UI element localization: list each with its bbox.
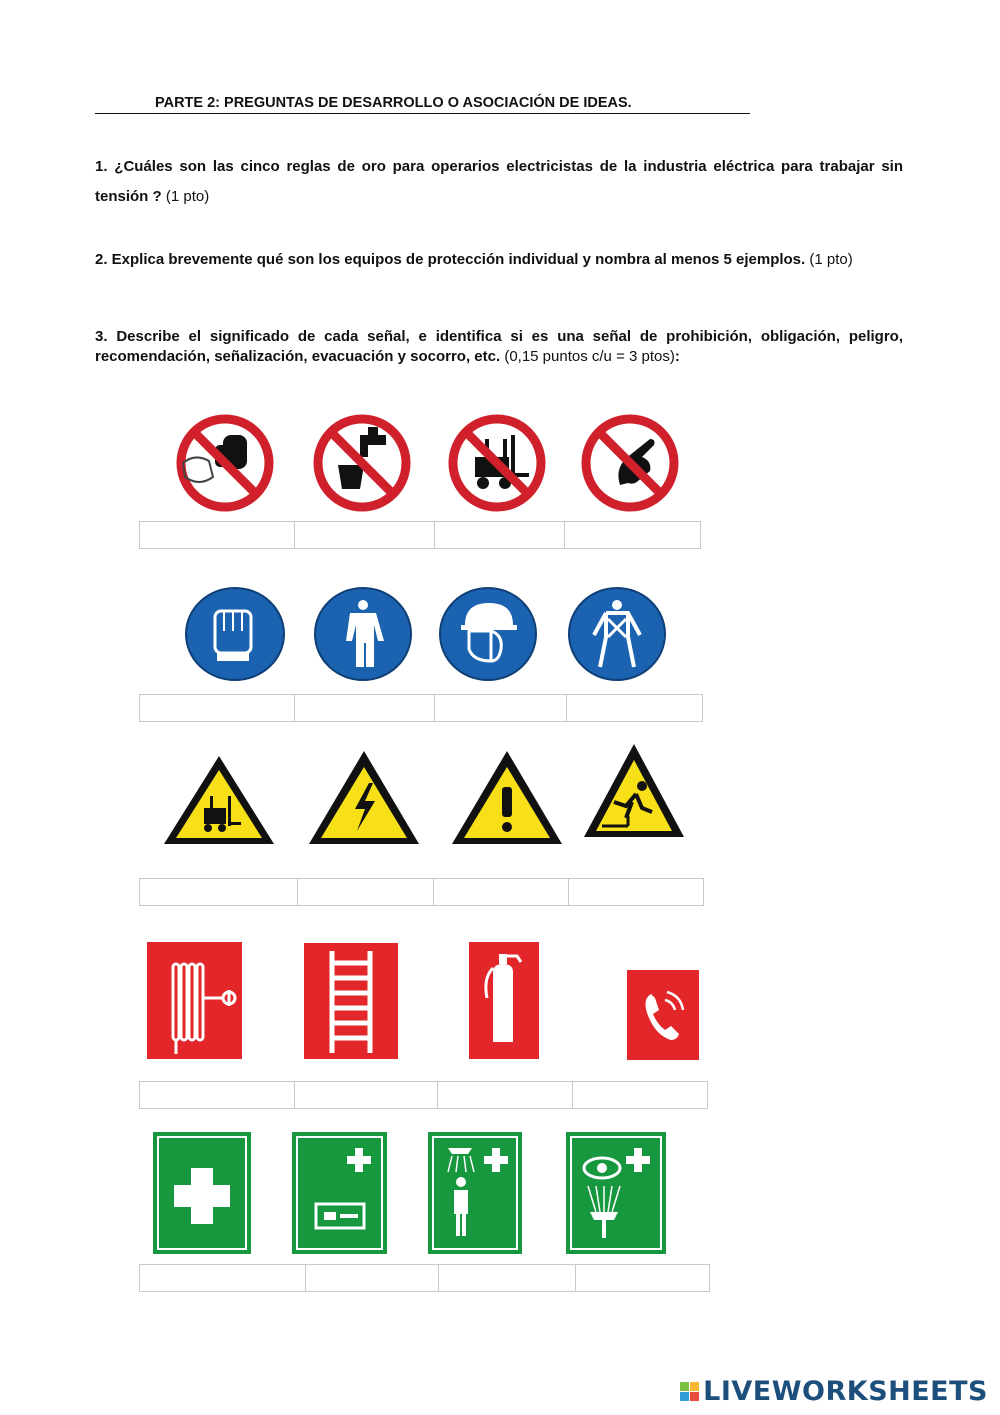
answer-field-5-2[interactable] [306, 1265, 439, 1291]
answer-field-5-3[interactable] [439, 1265, 576, 1291]
safety-shower-sign-icon [428, 1132, 522, 1254]
answer-field-4-1[interactable] [140, 1082, 295, 1108]
non-potable-water-sign-icon [302, 413, 422, 513]
answer-field-1-1[interactable] [140, 522, 295, 548]
answer-row-2 [139, 694, 703, 722]
question-3-suffix: : [674, 348, 680, 365]
answer-field-3-4[interactable] [569, 879, 703, 905]
liveworksheets-logo [680, 1376, 988, 1407]
question-2 [95, 250, 903, 270]
page-title: PARTE 2: PREGUNTAS DE DESARROLLO O ASOCIACIÓN DE IDEAS. [95, 95, 750, 114]
no-forklift-sign-icon [437, 413, 557, 513]
answer-row-1 [139, 521, 701, 549]
question-3 [95, 327, 903, 367]
answer-field-2-1[interactable] [140, 695, 295, 721]
eye-wash-sign-icon [566, 1132, 666, 1254]
answer-row-5 [139, 1264, 710, 1292]
answer-field-3-3[interactable] [434, 879, 570, 905]
answer-field-4-3[interactable] [438, 1082, 574, 1108]
answer-field-4-4[interactable] [573, 1082, 707, 1108]
first-aid-sign-icon [153, 1132, 251, 1254]
do-not-touch-sign-icon [570, 413, 690, 513]
question-3-points: (0,15 puntos c/u = 3 ptos) [504, 348, 675, 365]
question-1 [95, 152, 903, 212]
gloves-required-sign-icon [183, 585, 287, 683]
question-2-text: 2. Explica brevemente qué son los equipos de protección individual y nombra al menos 5 ejemplos. [95, 251, 806, 268]
answer-row-4 [139, 1081, 708, 1109]
answer-field-3-2[interactable] [298, 879, 434, 905]
answer-field-5-1[interactable] [140, 1265, 306, 1291]
question-3-text: 3. Describe el significado de cada señal, e identifica si es una señal de prohibición, obligación, peligro, recomendación, señalización, evacuación y socorro, etc. [95, 328, 903, 365]
ladder-sign-icon [304, 943, 398, 1059]
answer-field-4-2[interactable] [295, 1082, 438, 1108]
no-touch-sign-icon [165, 413, 285, 513]
protective-suit-required-sign-icon [312, 585, 414, 683]
answer-field-1-2[interactable] [295, 522, 435, 548]
question-1-text: 1. ¿Cuáles son las cinco reglas de oro para operarios electricistas de la industria eléctrica para trabajar sin tensión ? [95, 158, 903, 205]
fall-hazard-sign-icon [580, 740, 688, 843]
emergency-phone-sign-icon [627, 970, 699, 1060]
answer-field-5-4[interactable] [576, 1265, 709, 1291]
answer-field-2-3[interactable] [435, 695, 568, 721]
harness-required-sign-icon [566, 585, 668, 683]
electric-hazard-sign-icon [305, 747, 423, 848]
question-2-points: (1 pto) [809, 251, 853, 268]
question-1-points: (1 pto) [165, 188, 210, 205]
answer-field-2-2[interactable] [295, 695, 435, 721]
answer-field-1-4[interactable] [565, 522, 700, 548]
fire-hose-sign-icon [147, 942, 242, 1059]
stretcher-sign-icon [292, 1132, 387, 1254]
fire-extinguisher-sign-icon [469, 942, 539, 1059]
general-danger-sign-icon [448, 747, 566, 848]
forklift-warning-sign-icon [160, 752, 278, 848]
answer-field-3-1[interactable] [140, 879, 298, 905]
face-shield-required-sign-icon [437, 585, 539, 683]
answer-field-2-4[interactable] [567, 695, 702, 721]
answer-field-1-3[interactable] [435, 522, 566, 548]
logo-mark-icon [680, 1382, 699, 1401]
answer-row-3 [139, 878, 704, 906]
logo-text: LIVEWORKSHEETS [703, 1376, 988, 1407]
